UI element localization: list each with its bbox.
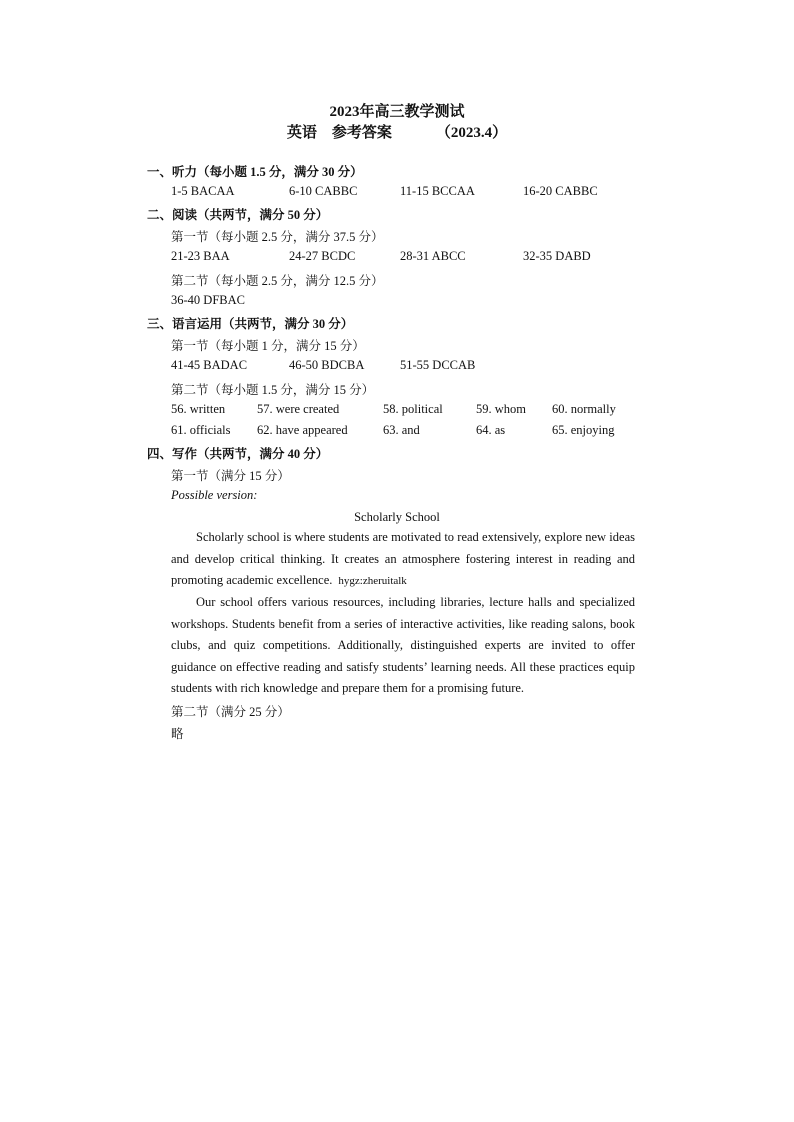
answer-group: 28-31 ABCC [400,249,466,263]
answer-group: 6-10 CABBC [289,184,358,198]
answer-item: 60. normally [552,402,616,416]
essay-paragraph [171,527,635,593]
answer-group: 36-40 DFBAC [171,293,245,307]
answer-item: 58. political [383,402,443,416]
essay-paragraph-text: Scholarly school is where students are motivated to read extensively, explore new ideas and develop critical thinking. It creates an atmosphere fostering interest in reading and promoting academic excellence. [171,530,635,587]
answer-group: 11-15 BCCAA [400,184,475,198]
answer-item: 59. whom [476,402,526,416]
language-part2-heading: 第二节（每小题 1.5 分，满分 15 分） [171,383,375,397]
listening-heading: 一、听力（每小题 1.5 分，满分 30 分） [147,165,363,179]
answer-group: 24-27 BCDC [289,249,356,263]
subject-label: 英语 参考答案 [286,125,392,141]
answer-item: 63. and [383,423,420,437]
language-part1-heading: 第一节（每小题 1 分，满分 15 分） [171,339,365,353]
answer-item: 61. officials [171,423,231,437]
answer-group: 21-23 BAA [171,249,230,263]
watermark-text: hygz:zheruitalk [338,575,407,587]
answer-group: 32-35 DABD [523,249,591,263]
page-title: 2023年高三教学测试 [329,104,465,120]
reading-part2-heading: 第二节（每小题 2.5 分，满分 12.5 分） [171,274,384,288]
answer-group: 41-45 BADAC [171,358,248,372]
writing-heading: 四、写作（共两节，满分 40 分） [147,447,329,461]
language-heading: 三、语言运用（共两节，满分 30 分） [147,317,354,331]
reading-part1-heading: 第一节（每小题 2.5 分，满分 37.5 分） [171,230,384,244]
answer-group: 46-50 BDCBA [289,358,365,372]
writing-part2-heading: 第二节（满分 25 分） [171,705,290,719]
essay-paragraph: Our school offers various resources, including libraries, lecture halls and specialized workshops. Students benefit from a series of interactive activities, like reading salons, book clubs, and quiz competitions. Additionally, distinguished experts are invited to offer guidance on effective reading and satisfy students’ learning needs. All these practices equip students with rich knowledge and prepare them for a promising future. [171,595,635,695]
reading-heading: 二、阅读（共两节，满分 50 分） [147,208,329,222]
answer-group: 51-55 DCCAB [400,358,476,372]
page-subtitle [0,121,794,142]
answer-item: 62. have appeared [257,423,348,437]
writing-part1-heading: 第一节（满分 15 分） [171,469,290,483]
answer-item: 64. as [476,423,506,437]
possible-version-label: Possible version: [171,488,258,502]
answer-group: 1-5 BACAA [171,184,235,198]
answer-group: 16-20 CABBC [523,184,598,198]
answer-item: 57. were created [257,402,340,416]
answer-item: 65. enjoying [552,423,615,437]
writing-part2-content: 略 [171,727,184,741]
test-date: （2023.4） [435,125,508,141]
essay-title: Scholarly School [354,510,440,524]
answer-item: 56. written [171,402,226,416]
